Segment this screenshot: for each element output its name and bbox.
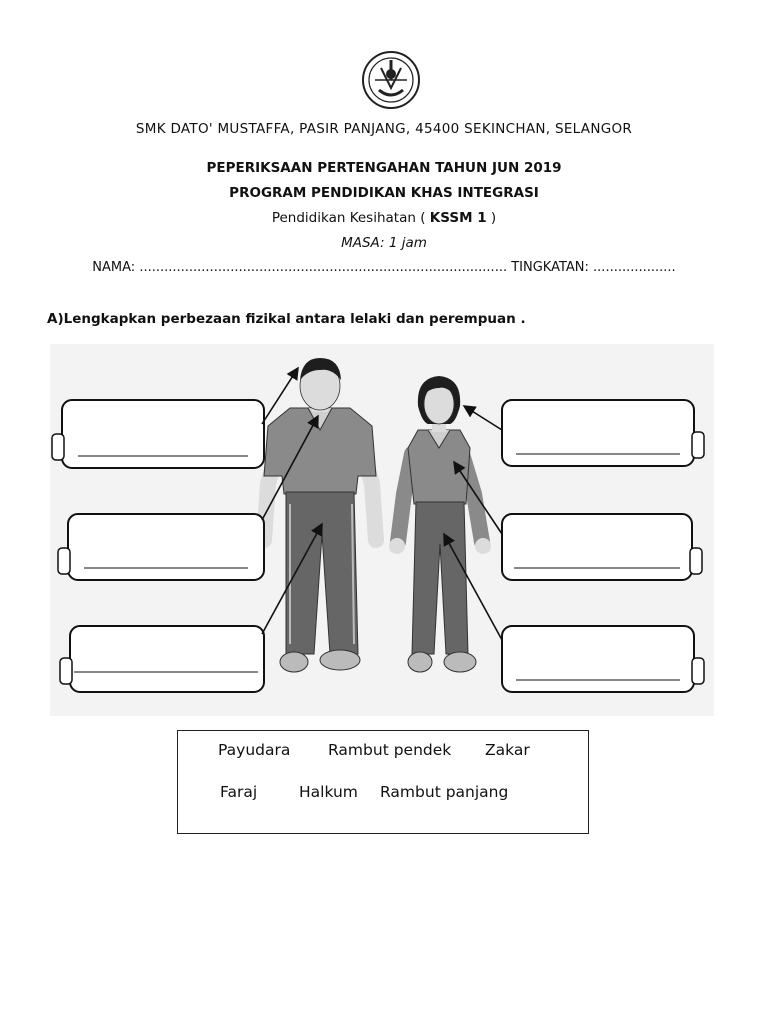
exam-duration: MASA: 1 jam — [341, 235, 427, 251]
name-label: NAMA: — [92, 260, 140, 275]
answer-box-right-1[interactable] — [502, 400, 704, 466]
answer-box-left-1[interactable] — [52, 400, 264, 468]
word-bank-item: Faraj — [220, 783, 258, 801]
word-bank-item: Payudara — [218, 741, 291, 759]
subject-suffix: ) — [486, 210, 497, 226]
exam-title: PEPERIKSAAN PERTENGAHAN TAHUN JUN 2019 — [206, 160, 562, 176]
body-parts-illustration — [50, 344, 714, 716]
class-label: TINGKATAN: — [507, 260, 594, 275]
class-field[interactable]: .................... — [593, 260, 676, 275]
answer-box-right-3[interactable] — [502, 626, 704, 692]
answer-box-left-3[interactable] — [60, 626, 264, 692]
word-bank-item: Zakar — [485, 741, 530, 759]
subject-code: KSSM 1 — [429, 210, 487, 226]
subject-prefix: Pendidikan Kesihatan ( — [271, 210, 430, 226]
name-field[interactable]: ......................................................................................... — [139, 260, 508, 275]
word-bank-item: Halkum — [299, 783, 358, 801]
word-bank — [177, 730, 589, 834]
answer-box-right-2[interactable] — [502, 514, 702, 580]
question-instruction: A)Lengkapkan perbezaan fizikal antara lelaki dan perempuan . — [47, 311, 526, 327]
answer-box-left-2[interactable] — [58, 514, 264, 580]
word-bank-item: Rambut pendek — [328, 741, 452, 759]
school-crest-icon — [361, 50, 421, 110]
program-title: PROGRAM PENDIDIKAN KHAS INTEGRASI — [229, 185, 539, 201]
name-class-line — [0, 260, 768, 275]
school-address: SMK DATO' MUSTAFFA, PASIR PANJANG, 45400 SEKINCHAN, SELANGOR — [135, 121, 633, 137]
subject-line — [0, 210, 768, 226]
word-bank-item: Rambut panjang — [380, 783, 509, 801]
